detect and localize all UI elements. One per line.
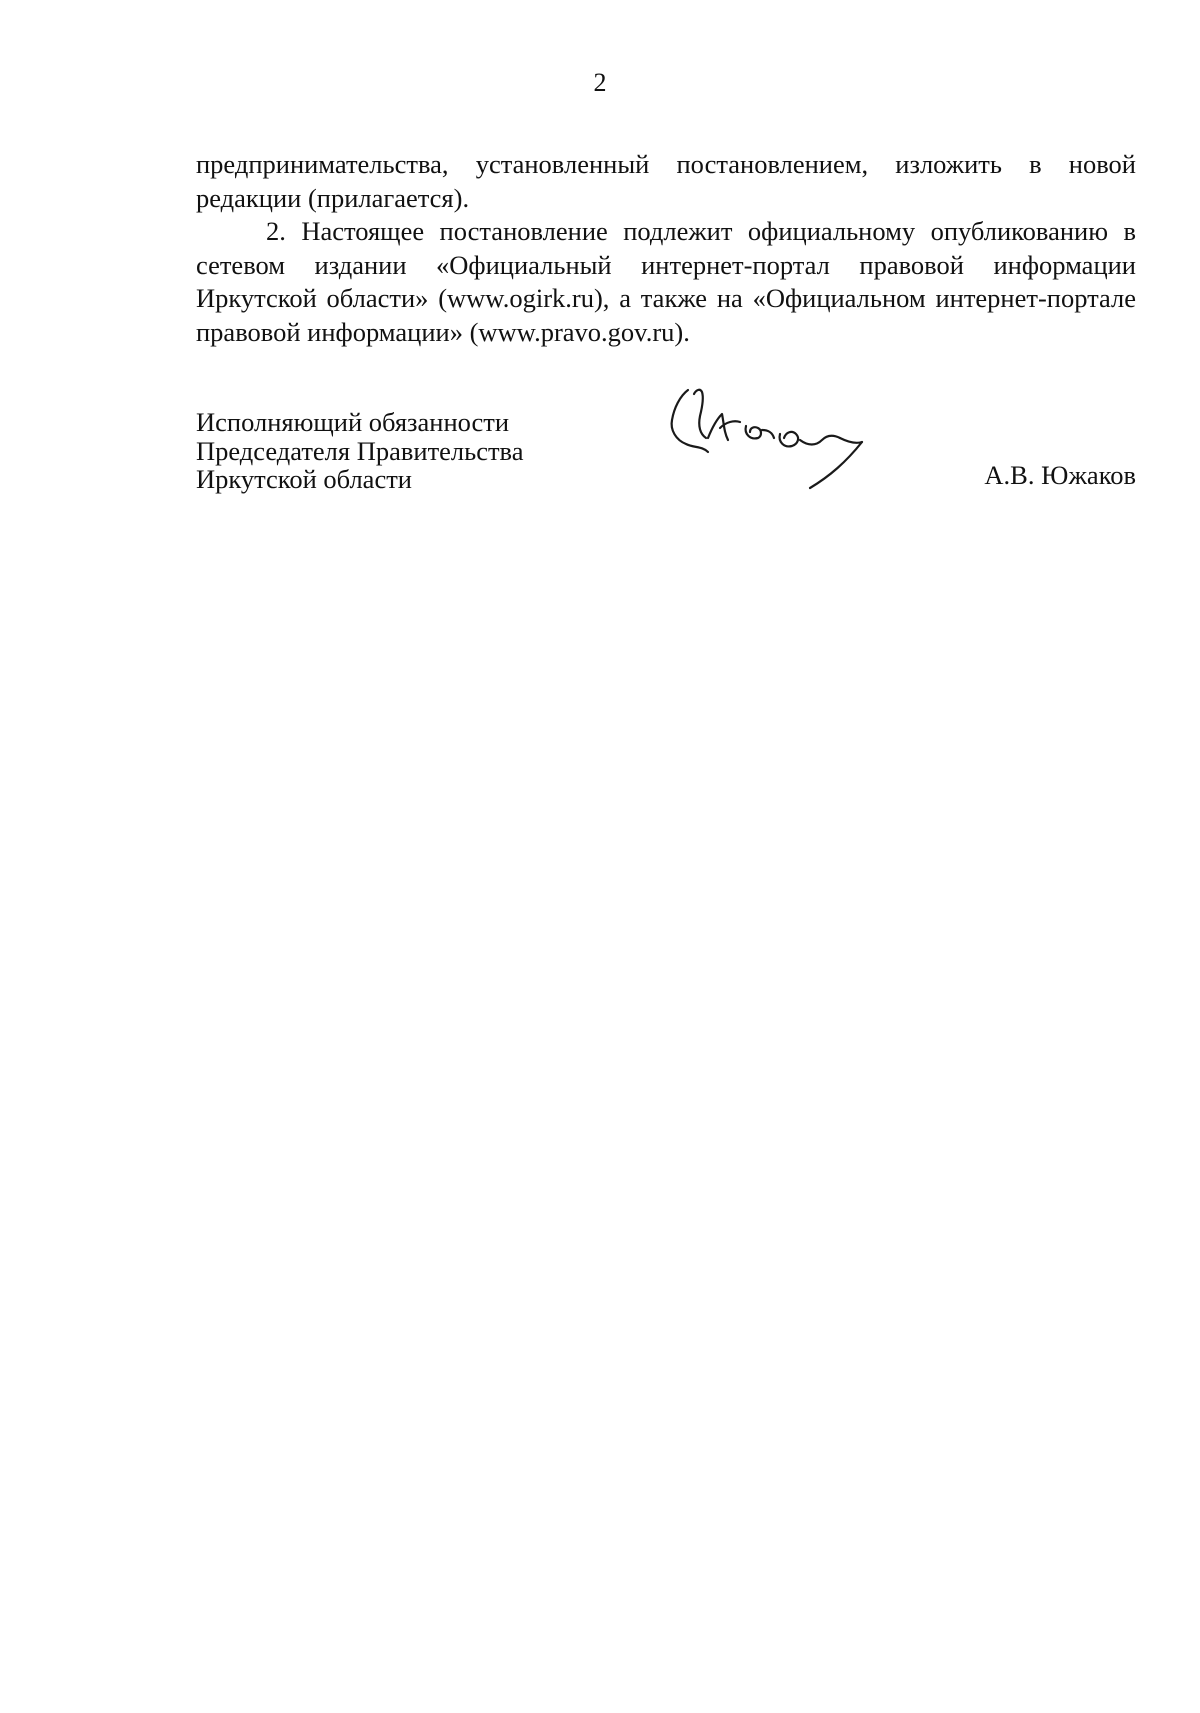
signature-block [196,408,1136,518]
handwritten-signature [650,368,890,518]
page-number: 2 [593,68,607,97]
signer-name: А.В. Южаков [984,460,1136,490]
signatory-position [196,408,524,494]
paragraph-continuation: предпринимательства, установленный постановлением, изложить в новой редакции (прилагается). [196,149,1136,213]
paragraph-publication: 2. Настоящее постановление подлежит официальному опубликованию в сетевом издании «Официальный интернет-портал правовой информации Иркутской области» (www.ogirk.ru), а также на «Официальном интернет-портале правовой информации» (www.pravo.gov.ru). [196,216,1136,347]
document-body [196,148,1136,349]
position-line: Иркутской области [196,464,412,494]
position-line: Председателя Правительства [196,435,524,466]
position-line: Исполняющий обязанности [196,407,510,437]
